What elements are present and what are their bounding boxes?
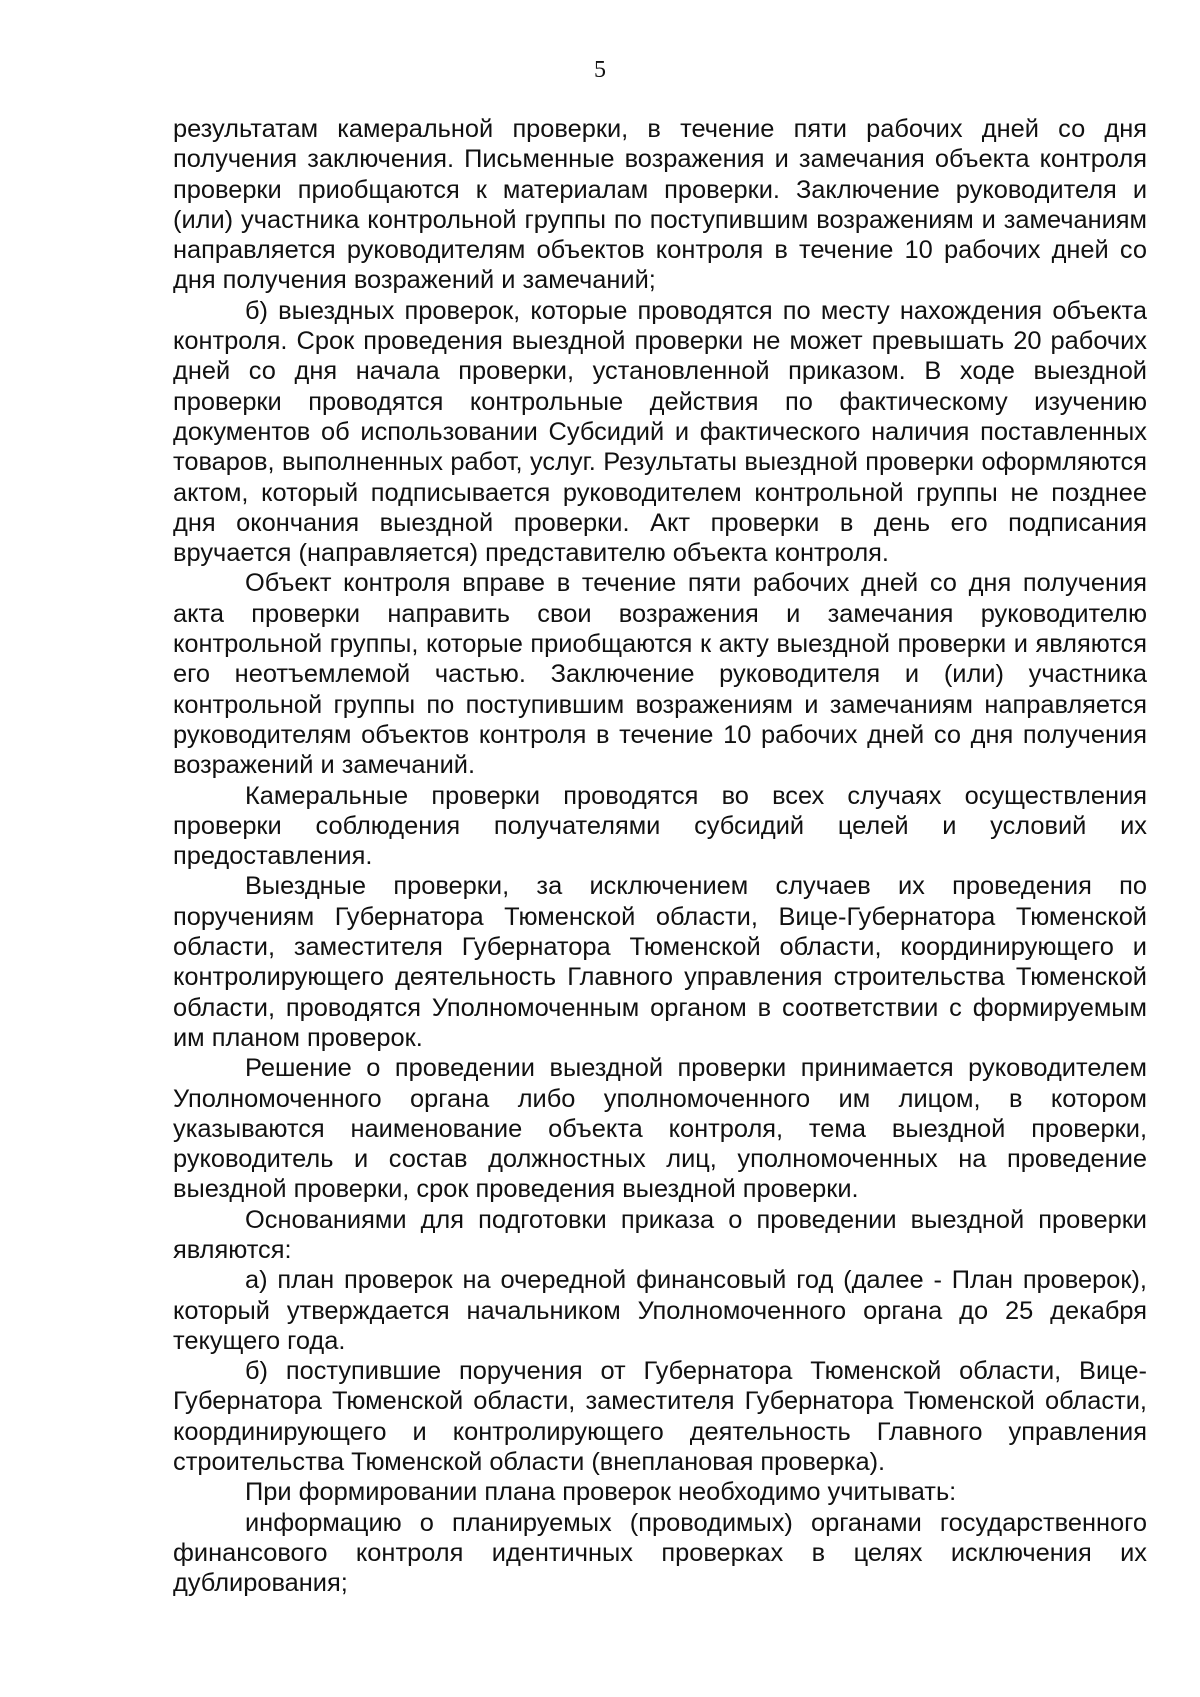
paragraph-duplicate-info: информацию о планируемых (проводимых) органами государственного финансового контроля идентичных проверках в целях исключения их дублирования;: [173, 1508, 1147, 1598]
page-number: 5: [594, 57, 606, 83]
paragraph-grounds-instructions: б) поступившие поручения от Губернатора Тюменской области, Вице-Губернатора Тюменской области, заместителя Губернатора Тюменской области, координирующего и контролирующего деятельность Главного управления строительства Тюменской области (внеплановая проверка).: [173, 1357, 1147, 1477]
document-body: [173, 114, 1147, 1599]
paragraph-objections-right: Объект контроля вправе в течение пяти рабочих дней со дня получения акта проверки направить свои возражения и замечания руководителю контрольной группы, которые приобщаются к акту выездной проверки и являются его неотъемлемой частью. Заключение руководителя и (или) участника контрольной группы по поступившим возражениям и замечаниям направляется руководителям объектов контроля в течение 10 рабочих дней со дня получения возражений и замечаний.: [173, 569, 1147, 780]
paragraph-onsite-inspections: б) выездных проверок, которые проводятся по месту нахождения объекта контроля. Срок проведения выездной проверки не может превышать 20 рабочих дней со дня начала проверки, установленной приказом. В ходе выездной проверки проводятся контрольные действия по фактическому изучению документов об использовании Субсидий и фактического наличия поставленных товаров, выполненных работ, услуг. Результаты выездной проверки оформляются актом, который подписывается руководителем контрольной группы не позднее дня окончания выездной проверки. Акт проверки в день его подписания вручается (направляется) представителю объекта контроля.: [173, 296, 1147, 568]
paragraph-continuation: результатам камеральной проверки, в течение пяти рабочих дней со дня получения заключения. Письменные возражения и замечания объекта контроля проверки приобщаются к материалам проверки. Заключение руководителя и (или) участника контрольной группы по поступившим возражениям и замечаниям направляется руководителям объектов контроля в течение 10 рабочих дней со дня получения возражений и замечаний;: [173, 115, 1147, 295]
paragraph-desk-inspections: Камеральные проверки проводятся во всех случаях осуществления проверки соблюдения получателями субсидий целей и условий их предоставления.: [173, 781, 1147, 871]
paragraph-inspection-decision: Решение о проведении выездной проверки принимается руководителем Уполномоченного органа либо уполномоченного им лицом, в котором указываются наименование объекта контроля, тема выездной проверки, руководитель и состав должностных лиц, уполномоченных на проведение выездной проверки, срок проведения выездной проверки.: [173, 1054, 1147, 1204]
paragraph-grounds-plan: а) план проверок на очередной финансовый год (далее - План проверок), который утверждается начальником Уполномоченного органа до 25 декабря текущего года.: [173, 1266, 1147, 1355]
paragraph-onsite-plan: Выездные проверки, за исключением случаев их проведения по поручениям Губернатора Тюменской области, Вице-Губернатора Тюменской области, заместителя Губернатора Тюменской области, координирующего и контролирующего деятельность Главного управления строительства Тюменской области, проводятся Уполномоченным органом в соответствии с формируемым им планом проверок.: [173, 872, 1147, 1052]
paragraph-grounds-intro: Основаниями для подготовки приказа о проведении выездной проверки являются:: [173, 1205, 1147, 1264]
paragraph-plan-considerations: При формировании плана проверок необходимо учитывать:: [245, 1478, 957, 1507]
